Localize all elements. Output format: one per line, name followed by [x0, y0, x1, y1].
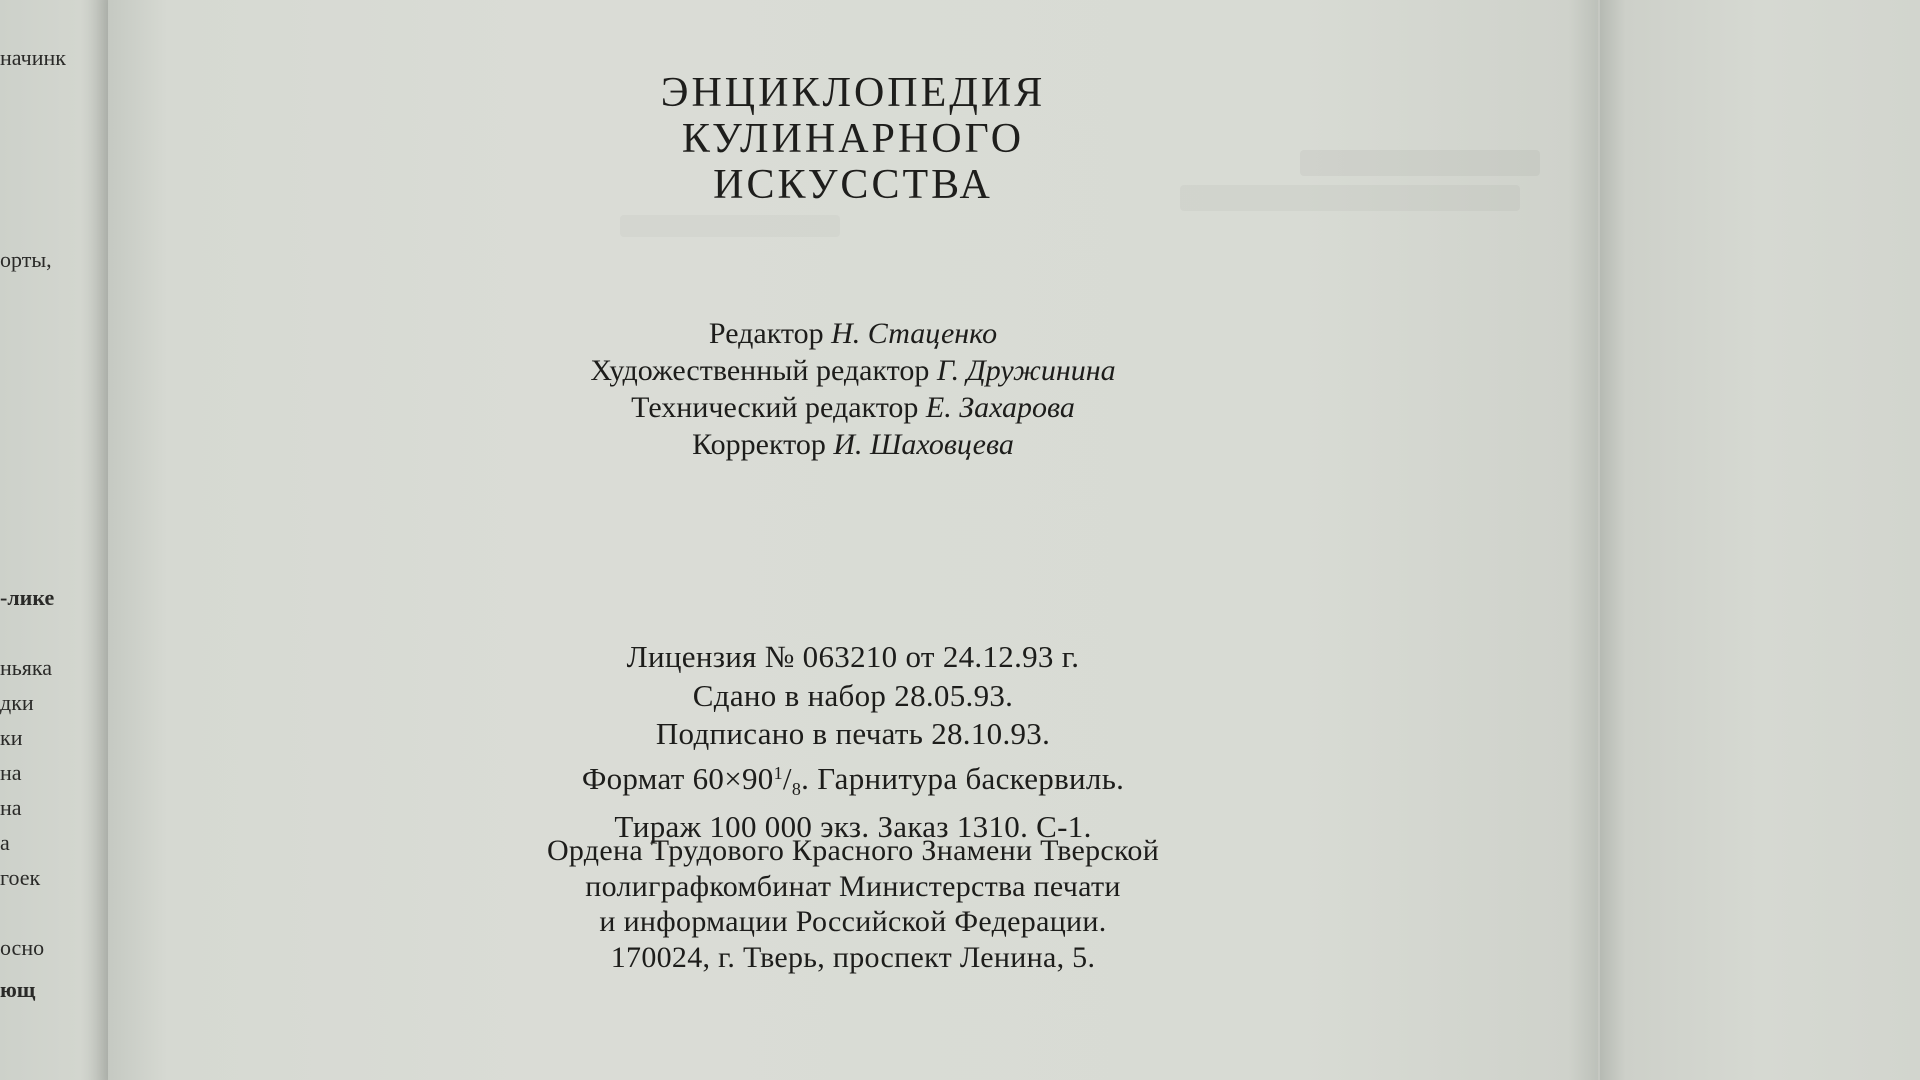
license-line: Лицензия № 063210 от 24.12.93 г. [626, 639, 1080, 674]
left-page-text-fragment: орты, [0, 247, 52, 272]
right-page [1600, 0, 1920, 1080]
left-page-text-fragment: гоек [0, 865, 41, 890]
staff-role: Художественный редактор [590, 354, 930, 387]
format-line [108, 754, 1598, 809]
editorial-staff [108, 315, 1598, 463]
printer-line: Ордена Трудового Красного Знамени Тверской [546, 834, 1160, 867]
printer-info [108, 833, 1598, 975]
imprint-details [108, 638, 1598, 847]
left-page-text-fragment: на [0, 795, 22, 820]
printer-address-line: 170024, г. Тверь, проспект Ленина, 5. [610, 940, 1096, 974]
left-page-text-fragment: -лике [0, 585, 55, 610]
staff-name: И. Шаховцева [833, 428, 1014, 461]
left-page-text-fragment: начинк [0, 45, 66, 70]
left-page-text-fragment: а [0, 830, 10, 855]
staff-name: Е. Захарова [925, 391, 1075, 424]
format-fraction-numerator: 1 [773, 762, 783, 783]
staff-line-editor [108, 315, 1598, 352]
staff-line-art-editor [108, 352, 1598, 389]
left-page-text-fragment: ки [0, 725, 23, 750]
title-line: ИСКУССТВА [713, 162, 993, 208]
format-suffix: . Гарнитура баскервиль. [801, 760, 1125, 796]
left-page-text-fragment: ньяка [0, 655, 53, 680]
show-through-shadow [620, 215, 840, 237]
format-prefix: Формат 60×90 [581, 760, 774, 796]
typeset-date-line: Сдано в набор 28.05.93. [692, 677, 1014, 713]
book-title [108, 70, 1598, 208]
staff-role: Корректор [692, 428, 826, 461]
left-page-text-fragment: осно [0, 935, 45, 960]
left-page [0, 0, 115, 1080]
circulation-line: Тираж 100 000 экз. Заказ 1310. С-1. [614, 809, 1092, 844]
print-signed-line: Подписано в печать 28.10.93. [655, 716, 1051, 751]
left-page-text-fragment: ющ [0, 977, 36, 1002]
staff-name: Н. Стаценко [831, 317, 998, 350]
title-line: КУЛИНАРНОГО [681, 116, 1025, 162]
title-line: ЭНЦИКЛОПЕДИЯ [660, 70, 1046, 116]
staff-line-proofreader [108, 426, 1598, 463]
staff-name: Г. Дружинина [936, 354, 1116, 387]
printer-line: и информации Российской Федерации. [599, 905, 1107, 938]
staff-role: Технический редактор [631, 391, 919, 424]
format-fraction-denominator: 8 [791, 778, 802, 799]
staff-role: Редактор [708, 317, 824, 350]
printer-line: полиграфкомбинат Министерства печати [585, 869, 1121, 903]
format-fraction-slash: / [782, 760, 792, 796]
left-page-text-fragment: дки [0, 690, 34, 715]
left-page-text-fragment: на [0, 760, 22, 785]
staff-line-technical-editor [108, 389, 1598, 426]
